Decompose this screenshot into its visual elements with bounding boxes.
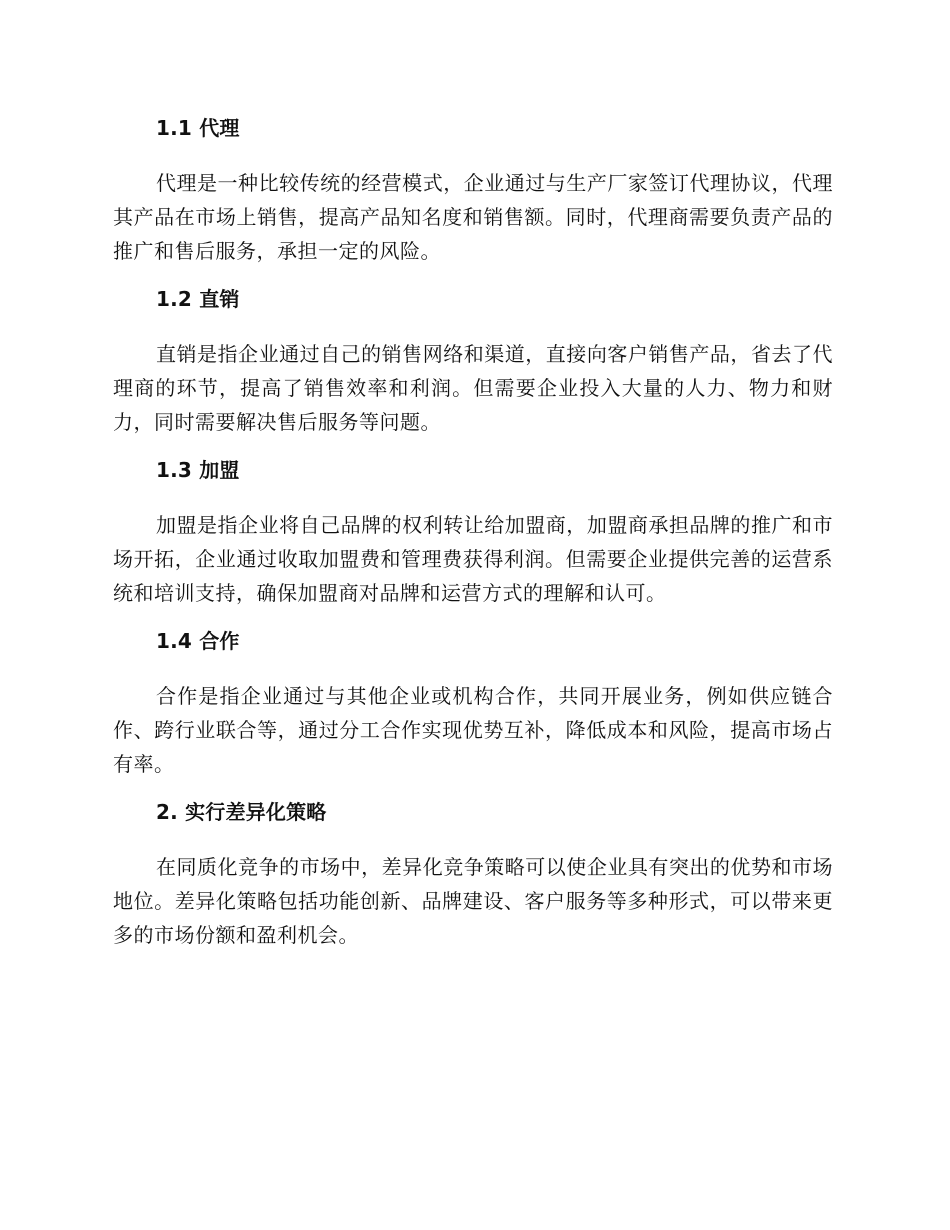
section-heading-1-2: 1.2 直销: [156, 287, 240, 311]
section-paragraph-1-2: 直销是指企业通过自己的销售网络和渠道，直接向客户销售产品，省去了代理商的环节，提高了销售效率和利润。但需要企业投入大量的人力、物力和财力，同时需要解决售后服务等问题。: [113, 342, 833, 434]
section-heading-2: 2. 实行差异化策略: [156, 800, 327, 824]
section-paragraph-1-3: 加盟是指企业将自己品牌的权利转让给加盟商，加盟商承担品牌的推广和市场开拓，企业通过收取加盟费和管理费获得利润。但需要企业提供完善的运营系统和培训支持，确保加盟商对品牌和运营方式的理解和认可。: [113, 513, 833, 605]
section-paragraph-1-1: 代理是一种比较传统的经营模式，企业通过与生产厂家签订代理协议，代理其产品在市场上销售，提高产品知名度和销售额。同时，代理商需要负责产品的推广和售后服务，承担一定的风险。: [113, 171, 833, 263]
section-heading-1-3: 1.3 加盟: [156, 458, 240, 482]
section-heading-1-1: 1.1 代理: [156, 116, 240, 140]
section-heading-1-4: 1.4 合作: [156, 629, 240, 653]
section-paragraph-1-4: 合作是指企业通过与其他企业或机构合作，共同开展业务，例如供应链合作、跨行业联合等，通过分工合作实现优势互补，降低成本和风险，提高市场占有率。: [113, 684, 833, 776]
section-paragraph-2: 在同质化竞争的市场中，差异化竞争策略可以使企业具有突出的优势和市场地位。差异化策略包括功能创新、品牌建设、客户服务等多种形式，可以带来更多的市场份额和盈利机会。: [113, 855, 833, 947]
